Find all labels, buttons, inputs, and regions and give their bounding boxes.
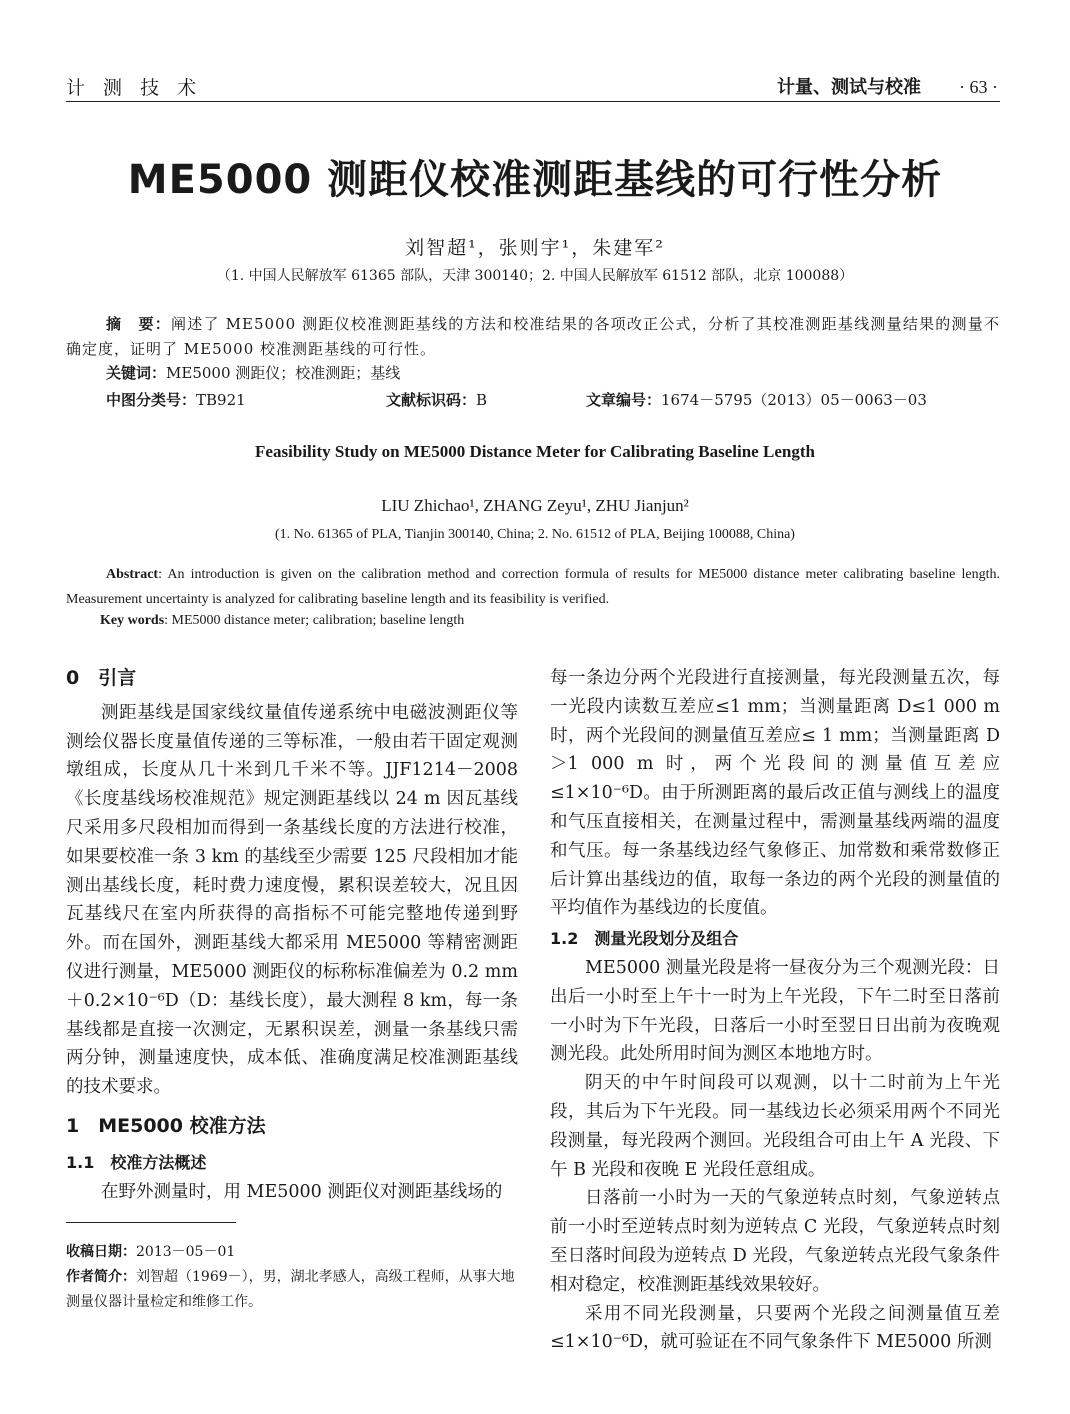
abstract-cn-label: 摘 要： xyxy=(106,315,171,333)
author-bio-text: 刘智超（1969－），男，湖北孝感人，高级工程师，从事大地测量仪器计量检定和维修工作。 xyxy=(66,1269,515,1310)
authors-en: LIU Zhichao¹, ZHANG Zeyu¹, ZHU Jianjun² xyxy=(381,496,689,515)
affiliation-cn: （1. 中国人民解放军 61365 部队，天津 300140；2. 中国人民解放军 61512 部队，北京 100088） xyxy=(216,268,854,284)
section-1-2-paragraph-1: ME5000 测量光段是将一昼夜分为三个观测光段：日出后一小时至上午十一时为上午光段，下午二时至日落前一小时为下午光段，日落后一小时至翌日日出前为夜晚观测光段。此处所用时间为测区本地地方时。 xyxy=(550,957,1000,1065)
section-1-2-paragraph-2: 阴天的中午时间段可以观测，以十二时前为上午光段，其后为下午光段。同一基线边长必须采用两个不同光段测量，每光段两个测回。光段组合可由上午 A 光段、下午 B 光段和夜晚 E 光段任意组成。 xyxy=(550,1073,1000,1180)
keywords-cn-label: 关键词： xyxy=(106,364,167,382)
section-1-2-paragraph-3: 日落前一小时为一天的气象逆转点时刻，气象逆转点前一小时至逆转点时刻为逆转点 C 光段，气象逆转点时刻至日落时间段为逆转点 D 光段，气象逆转点光段气象条件相对稳定，校准测距基线效果较好。 xyxy=(550,1188,1000,1295)
section-1-heading: 1 ME5000 校准方法 xyxy=(66,1114,266,1137)
abstract-en-label: Abstract xyxy=(106,567,159,582)
clc-value: TB921 xyxy=(196,391,246,409)
doc-code-value: B xyxy=(476,391,488,409)
keywords-en-text: : ME5000 distance meter; calibration; baseline length xyxy=(164,613,465,628)
section-1-2-heading: 1.2 测量光段划分及组合 xyxy=(550,929,739,949)
clc-label: 中图分类号： xyxy=(106,391,197,409)
author-bio xyxy=(66,1265,518,1315)
section-1-2-paragraph-4: 采用不同光段测量，只要两个光段之间测量值互差≤1×10⁻⁶D，就可验证在不同气象条件下 ME5000 所测 xyxy=(550,1303,1000,1353)
article-number xyxy=(586,389,927,410)
right-column xyxy=(550,664,1000,1357)
keywords-en xyxy=(100,613,464,629)
right-paragraph-1: 每一条边分两个光段进行直接测量，每光段测量五次，每一光段内读数互差应≤1 mm；当测量距离 D≤1 000 m 时，两个光段间的测量值互差应≤ 1 mm；当测量距离 D＞1 000 m 时，两个光段间的测量值互差应≤1×10⁻⁶D。由于所测距离的最后改正值与测线上的温度和气压直接相关，在测量过程中，需测量基线两端的温度和气压。每一条基线边经气象修正、加常数和乘常数修正后计算出基线边的值，取每一条边的两个光段的测量值的平均值作为基线边的长度值。 xyxy=(550,668,1000,919)
received-label: 收稿日期： xyxy=(66,1244,136,1260)
doc-code-label: 文献标识码： xyxy=(386,391,477,409)
keywords-en-label: Key words xyxy=(100,613,165,628)
section-1-1-heading: 1.1 校准方法概述 xyxy=(66,1152,207,1172)
journal-name: 计 测 技 术 xyxy=(66,77,203,99)
abstract-en xyxy=(66,562,1000,612)
received-date xyxy=(66,1240,518,1265)
abstract-en-text: : An introduction is given on the calibration method and correction formula of results for ME5000 distance meter calibrating baseline length. Measurement uncertainty is analyzed for calibrating baseline length and its feasibility is verified. xyxy=(66,567,1000,607)
footnote-rule xyxy=(66,1222,236,1223)
paper-title-en: Feasibility Study on ME5000 Distance Meter for Calibrating Baseline Length xyxy=(255,442,815,461)
keywords-cn xyxy=(106,362,400,383)
header-rule xyxy=(66,101,1000,102)
author-bio-label: 作者简介： xyxy=(66,1269,136,1285)
section-0-heading: 0 引言 xyxy=(66,667,137,689)
abstract-cn-text: 阐述了 ME5000 测距仪校准测距基线的方法和校准结果的各项改正公式，分析了其校准测距基线测量结果的测量不确定度，证明了 ME5000 校准测距基线的可行性。 xyxy=(66,315,1000,358)
article-number-value: 1674－5795（2013）05－0063－03 xyxy=(661,391,927,409)
authors-cn: 刘智超¹，张则宇¹，朱建军² xyxy=(405,237,665,259)
paper-title: ME5000 测距仪校准测距基线的可行性分析 xyxy=(127,157,943,203)
footnote xyxy=(66,1240,518,1315)
page-number: · 63 · xyxy=(959,77,998,97)
affiliation-en: (1. No. 61365 of PLA, Tianjin 300140, China; 2. No. 61512 of PLA, Beijing 100088, China) xyxy=(275,527,795,542)
running-header xyxy=(777,73,998,99)
clc-number xyxy=(106,389,246,410)
left-column xyxy=(66,664,518,1206)
section-name: 计量、测试与校准 xyxy=(777,77,921,98)
section-0-paragraph: 测距基线是国家线纹量值传递系统中电磁波测距仪等测绘仪器长度量值传递的三等标准，一般由若干固定观测墩组成，长度从几十米到几千米不等。JJF1214－2008《长度基线场校准规范》规定测距基线以 24 m 因瓦基线尺采用多尺段相加而得到一条基线长度的方法进行校准，如果要校准一条 3 km 的基线至少需要 125 尺段相加才能测出基线长度，耗时费力速度慢，累积误差较大，况且因瓦基线尺在室内所获得的高指标不可能完整地传递到野外。而在国外，测距基线大都采用 ME5000 等精密测距仪进行测量，ME5000 测距仪的标称标准偏差为 0.2 mm＋0.2×10⁻⁶D（D：基线长度），最大测程 8 km，每一条基线都是直接一次测定，无累积误差，测量一条基线只需两分钟，测量速度快，成本低、准确度满足校准测距基线的技术要求。 xyxy=(66,702,518,1098)
abstract-cn xyxy=(66,312,1000,362)
received-value: 2013－05－01 xyxy=(136,1244,236,1260)
article-number-label: 文章编号： xyxy=(586,391,662,409)
doc-code xyxy=(386,389,487,410)
keywords-cn-text: ME5000 测距仪；校准测距；基线 xyxy=(166,364,401,382)
section-1-1-paragraph: 在野外测量时，用 ME5000 测距仪对测距基线场的 xyxy=(101,1181,503,1202)
